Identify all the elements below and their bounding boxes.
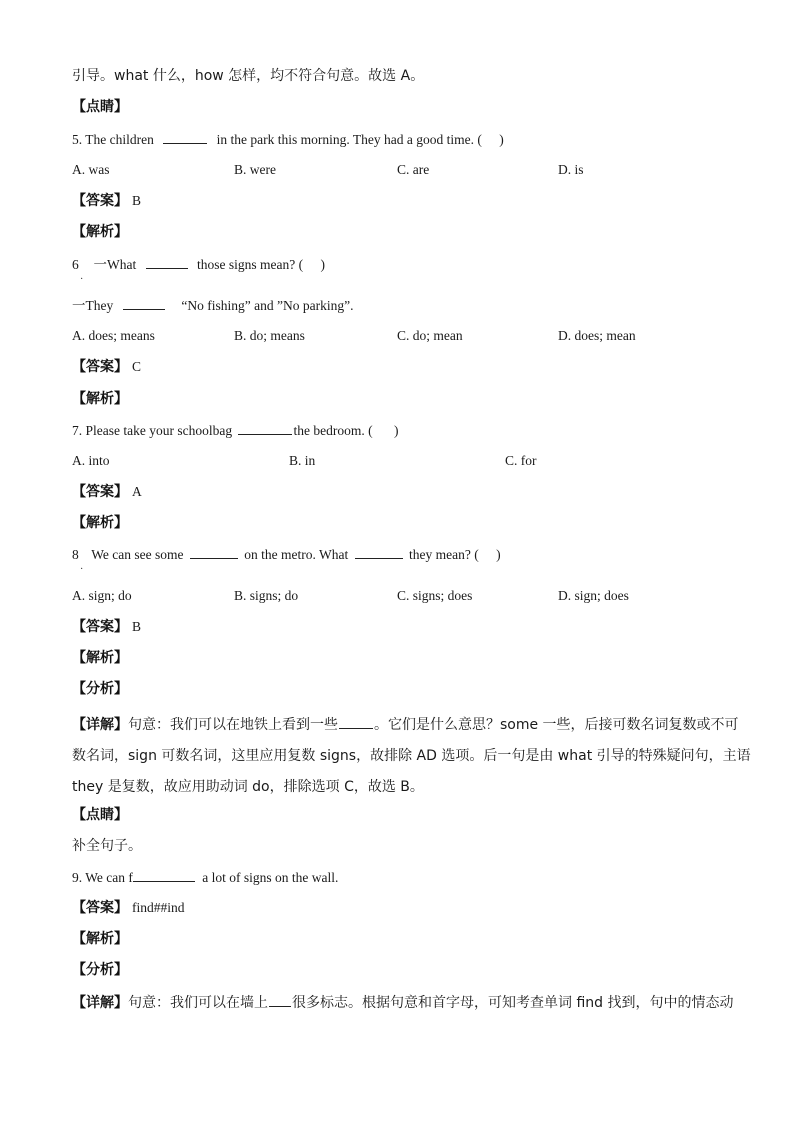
q5-option-d[interactable]: D. is (558, 162, 584, 177)
q8-post: they mean? ( (409, 547, 479, 562)
q8-answer (72, 617, 141, 637)
q8-blank-2[interactable] (355, 544, 403, 559)
q8-num: 8 (72, 547, 79, 562)
question-7 (72, 420, 398, 441)
q8-dianjing-text: 补全句子。 (72, 838, 142, 854)
q8-option-c[interactable]: C. signs; does (397, 588, 473, 603)
daan-tag: 【答案】 (72, 359, 128, 375)
q7-pre: 7. Please take your schoolbag (72, 423, 233, 438)
q7-answer-value: A (132, 484, 142, 499)
q9-answer-value: find##ind (132, 900, 185, 915)
q6-option-c[interactable]: C. do; mean (397, 328, 463, 343)
question-9 (72, 867, 338, 888)
q8-xiangjie-line3: they 是复数，故应用助动词 do，排除选项 C，故选 B。 (72, 779, 424, 795)
q8-xiangjie-line1 (72, 710, 739, 741)
q8-close: ) (496, 547, 501, 562)
dianjing-tag-1: 【点睛】 (72, 99, 128, 115)
q8-jiexi-tag: 【解析】 (72, 650, 128, 666)
daan-tag: 【答案】 (72, 484, 128, 500)
q9-xiangjie-post: 很多标志。根据句意和首字母，可知考查单词 find 找到，句中的情态动 (292, 995, 734, 1011)
q6-close: ) (320, 257, 325, 272)
q6-line1-post: those signs mean? ( (197, 257, 304, 272)
q7-blank[interactable] (238, 420, 292, 435)
q8-option-a[interactable]: A. sign; do (72, 588, 132, 603)
q8-dianjing-tag: 【点睛】 (72, 807, 128, 823)
question-5 (72, 129, 504, 150)
q8-option-b[interactable]: B. signs; do (234, 588, 299, 603)
q6-answer-value: C (132, 359, 142, 374)
daan-tag: 【答案】 (72, 900, 128, 916)
q6-option-b[interactable]: B. do; means (234, 328, 305, 343)
q5-option-c[interactable]: C. are (397, 162, 430, 177)
q5-close: ) (499, 132, 504, 147)
q8-mid: on the metro. What (244, 547, 349, 562)
question-8 (72, 544, 501, 565)
xiangjie-tag: 【详解】 (72, 995, 128, 1011)
question-6 (72, 254, 325, 275)
q6-line1-pre: 一What (93, 257, 137, 272)
q7-option-b[interactable]: B. in (289, 453, 316, 468)
q8-pre: We can see some (91, 547, 184, 562)
q6-dot: · (80, 274, 84, 285)
q7-close: ) (393, 423, 399, 438)
q9-fenxi-tag: 【分析】 (72, 962, 128, 978)
q6-line2-pre: 一They (72, 298, 114, 313)
q6-jiexi-tag: 【解析】 (72, 391, 128, 407)
q8-option-d[interactable]: D. sign; does (558, 588, 629, 603)
q5-option-b[interactable]: B. were (234, 162, 276, 177)
q6-option-d[interactable]: D. does; mean (558, 328, 636, 343)
q9-xiangjie-pre: 句意：我们可以在墙上 (128, 995, 268, 1011)
intro-line: 引导。what 什么，how 怎样，均不符合句意。故选 A。 (72, 68, 425, 84)
q9-xiangjie-blank (269, 992, 291, 1007)
q9-pre: 9. We can f (72, 870, 133, 885)
q9-blank[interactable] (133, 867, 195, 882)
q8-dot: · (80, 564, 84, 575)
q8-answer-value: B (132, 619, 142, 634)
q7-post: the bedroom. ( (293, 423, 373, 438)
q7-answer (72, 482, 142, 502)
q6-blank-2[interactable] (123, 295, 165, 310)
q9-jiexi-tag: 【解析】 (72, 931, 128, 947)
q5-answer (72, 191, 141, 211)
q5-post: in the park this morning. They had a good time. ( (216, 132, 482, 147)
q5-option-a[interactable]: A. was (72, 162, 110, 177)
xiangjie-tag: 【详解】 (72, 717, 128, 733)
q9-answer (72, 898, 185, 918)
q7-option-c[interactable]: C. for (505, 453, 537, 468)
q8-fenxi-tag: 【分析】 (72, 681, 128, 697)
q9-post: a lot of signs on the wall. (202, 870, 339, 885)
q6-option-a[interactable]: A. does; means (72, 328, 155, 343)
daan-tag: 【答案】 (72, 619, 128, 635)
question-6-line2 (72, 295, 353, 316)
q8-xiangjie-pre: 句意：我们可以在地铁上看到一些 (128, 717, 338, 733)
q5-jiexi-tag: 【解析】 (72, 224, 128, 240)
q8-xiangjie-blank (339, 714, 373, 729)
q9-xiangjie (72, 992, 733, 1013)
q6-line2-post: “No fishing” and ”No parking”. (181, 298, 354, 313)
q6-blank-1[interactable] (146, 254, 188, 269)
q7-option-a[interactable]: A. into (72, 453, 110, 468)
q5-pre: 5. The children (72, 132, 154, 147)
q6-answer (72, 357, 141, 377)
q8-xiangjie-post: 。它们是什么意思？some 一些，后接可数名词复数或不可 (374, 717, 739, 733)
q5-answer-value: B (132, 193, 142, 208)
q8-xiangjie-line2: 数名词，sign 可数名词，这里应用复数 signs，故排除 AD 选项。后一句是由 what 引导的特殊疑问句，主语 (72, 748, 751, 764)
daan-tag: 【答案】 (72, 193, 128, 209)
q6-num: 6 (72, 257, 79, 272)
q8-blank-1[interactable] (190, 544, 238, 559)
q5-blank[interactable] (163, 129, 207, 144)
q7-jiexi-tag: 【解析】 (72, 515, 128, 531)
